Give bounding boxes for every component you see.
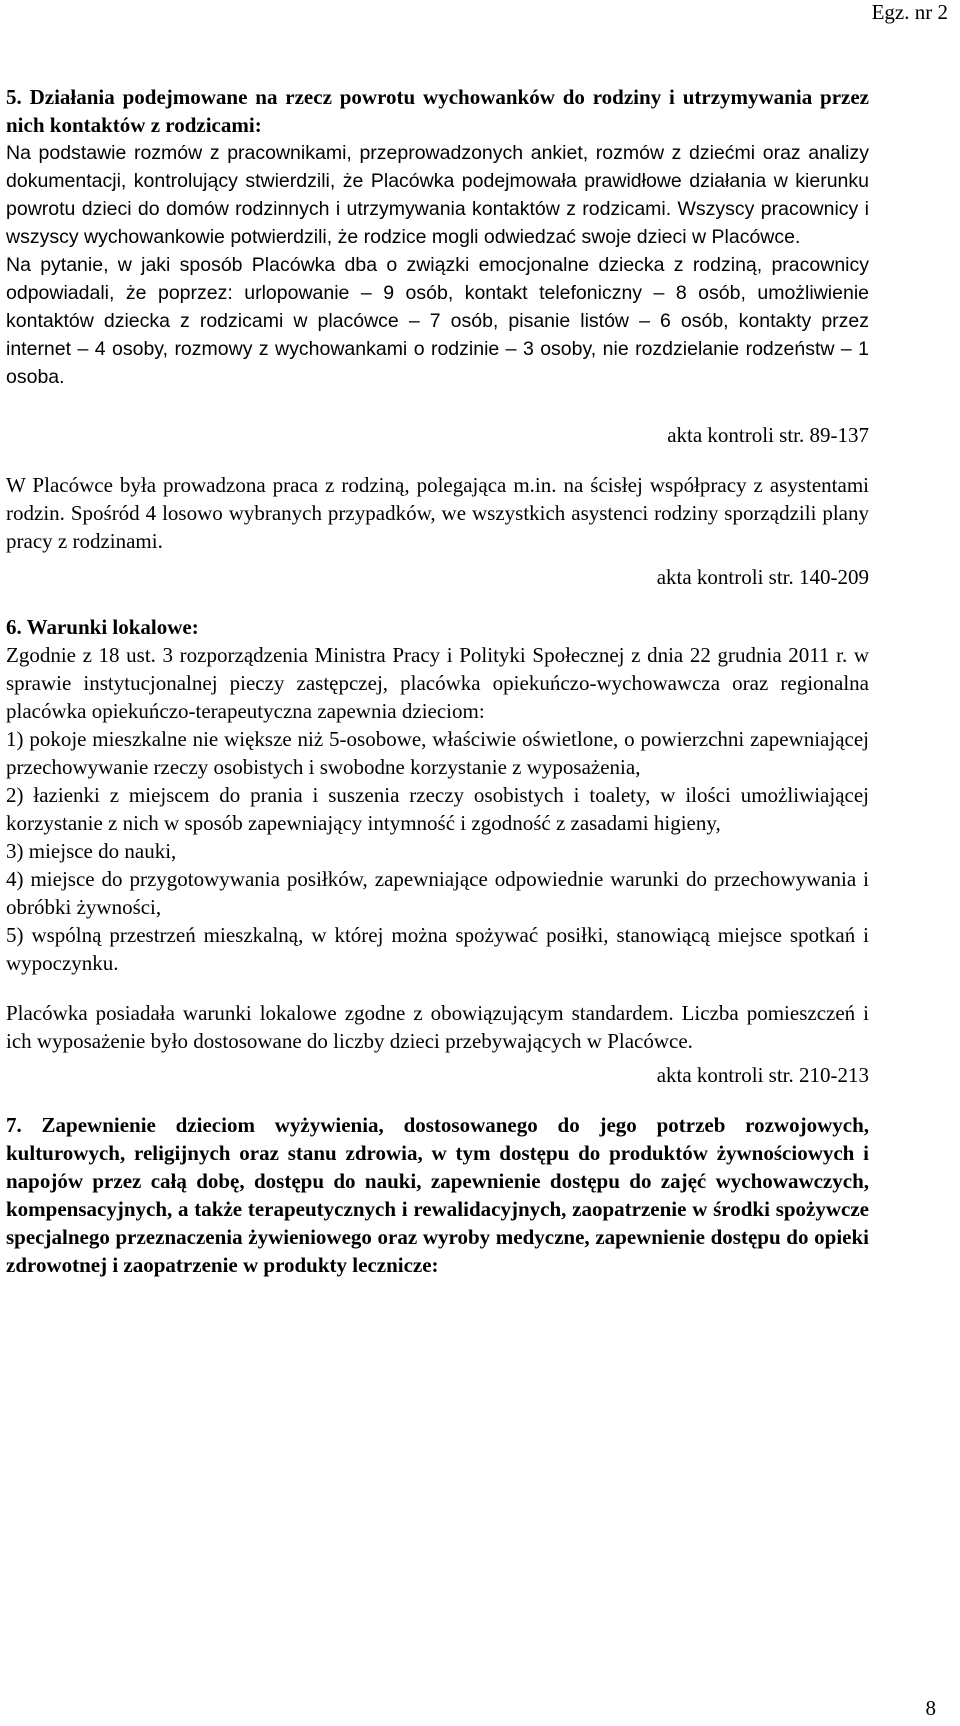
section-6-conclusion: Placówka posiadała warunki lokalowe zgodne z obowiązującym standardem. Liczba pomieszczeń i ich wyposażenie było dostosowane do liczby dzieci przebywających w Placówce. [6, 1001, 869, 1053]
section-6-list-item: 4) miejsce do przygotowywania posiłków, zapewniające odpowiednie warunki do przechowywania i obróbki żywności, [6, 867, 869, 919]
section-7-heading: 7. Zapewnienie dzieciom wyżywienia, dostosowanego do jego potrzeb rozwojowych, kulturowych, religijnych oraz stanu zdrowia, w tym dostępu do produktów żywnościowych i napojów przez całą dobę, dostępu do nauki, zapewnienie dostępu do zajęć wychowawczych, kompensacyjnych, a także terapeutycznych i rewalidacyjnych, zaopatrzenie w środki spożywcze specjalnego przeznaczenia żywieniowego oraz wyroby medyczne, zapewnienie dostępu do opieki zdrowotnej i zaopatrzenie w produkty lecznicze: [6, 1113, 869, 1277]
section-6-intro: Zgodnie z 18 ust. 3 rozporządzenia Ministra Pracy i Polityki Społecznej z dnia 22 grudnia 2011 r. w sprawie instytucjonalnej pieczy zastępczej, placówka opiekuńczo-wychowawcza oraz regionalna placówka opiekuńczo-terapeutyczna zapewnia dzieciom: [6, 643, 869, 723]
section-6-list-item: 1) pokoje mieszkalne nie większe niż 5-osobowe, właściwie oświetlone, o powierzchni zapewniającej przechowywanie rzeczy osobistych i swobodne korzystanie z wyposażenia, [6, 727, 869, 779]
section-5-reference-1: akta kontroli str. 89-137 [667, 423, 869, 447]
section-5-paragraph-1: Na podstawie rozmów z pracownikami, przeprowadzonych ankiet, rozmów z dziećmi oraz analizy dokumentacji, kontrolujący stwierdzili, że Placówka podejmowała prawidłowe działania w kierunku powrotu dzieci do domów rodzinnych i utrzymywania kontaktów z rodzicami. Wszyscy pracownicy i wszyscy wychowankowie potwierdzili, że rodzice mogli odwiedzać swoje dzieci w Placówce. [6, 142, 869, 248]
section-5-heading: 5. Działania podejmowane na rzecz powrotu wychowanków do rodziny i utrzymywania przez nich kontaktów z rodzicami: [6, 85, 869, 137]
section-5-reference-2: akta kontroli str. 140-209 [656, 565, 869, 589]
section-6-list-item: 3) miejsce do nauki, [6, 839, 177, 863]
section-5-paragraph-3: W Placówce była prowadzona praca z rodziną, polegająca m.in. na ścisłej współpracy z asystentami rodzin. Spośród 4 losowo wybranych przypadków, we wszystkich asystenci rodziny sporządzili plany pracy z rodzinami. [6, 473, 869, 553]
section-6-heading: 6. Warunki lokalowe: [6, 615, 199, 639]
page-number: 8 [925, 1696, 936, 1720]
section-6-list-item: 5) wspólną przestrzeń mieszkalną, w której można spożywać posiłki, stanowiącą miejsce spotkań i wypoczynku. [6, 923, 869, 975]
section-5-paragraph-2: Na pytanie, w jaki sposób Placówka dba o związki emocjonalne dziecka z rodziną, pracownicy odpowiadali, że poprzez: urlopowanie – 9 osób, kontakt telefoniczny – 8 osób, umożliwienie kontaktów dziecka z rodzicami w placówce – 7 osób, pisanie listów – 6 osób, kontakty przez internet – 4 osoby, rozmowy z wychowankami o rodzinie – 3 osoby, nie rozdzielanie rodzeństw – 1 osoba. [6, 254, 869, 388]
copy-number-label: Egz. nr 2 [871, 0, 948, 24]
section-6-list-item: 2) łazienki z miejscem do prania i suszenia rzeczy osobistych i toalety, w ilości umożliwiającej korzystanie z nich w sposób zapewniający intymność i zgodność z zasadami higieny, [6, 783, 869, 835]
section-6-reference: akta kontroli str. 210-213 [656, 1063, 869, 1087]
document-body [6, 83, 869, 1279]
